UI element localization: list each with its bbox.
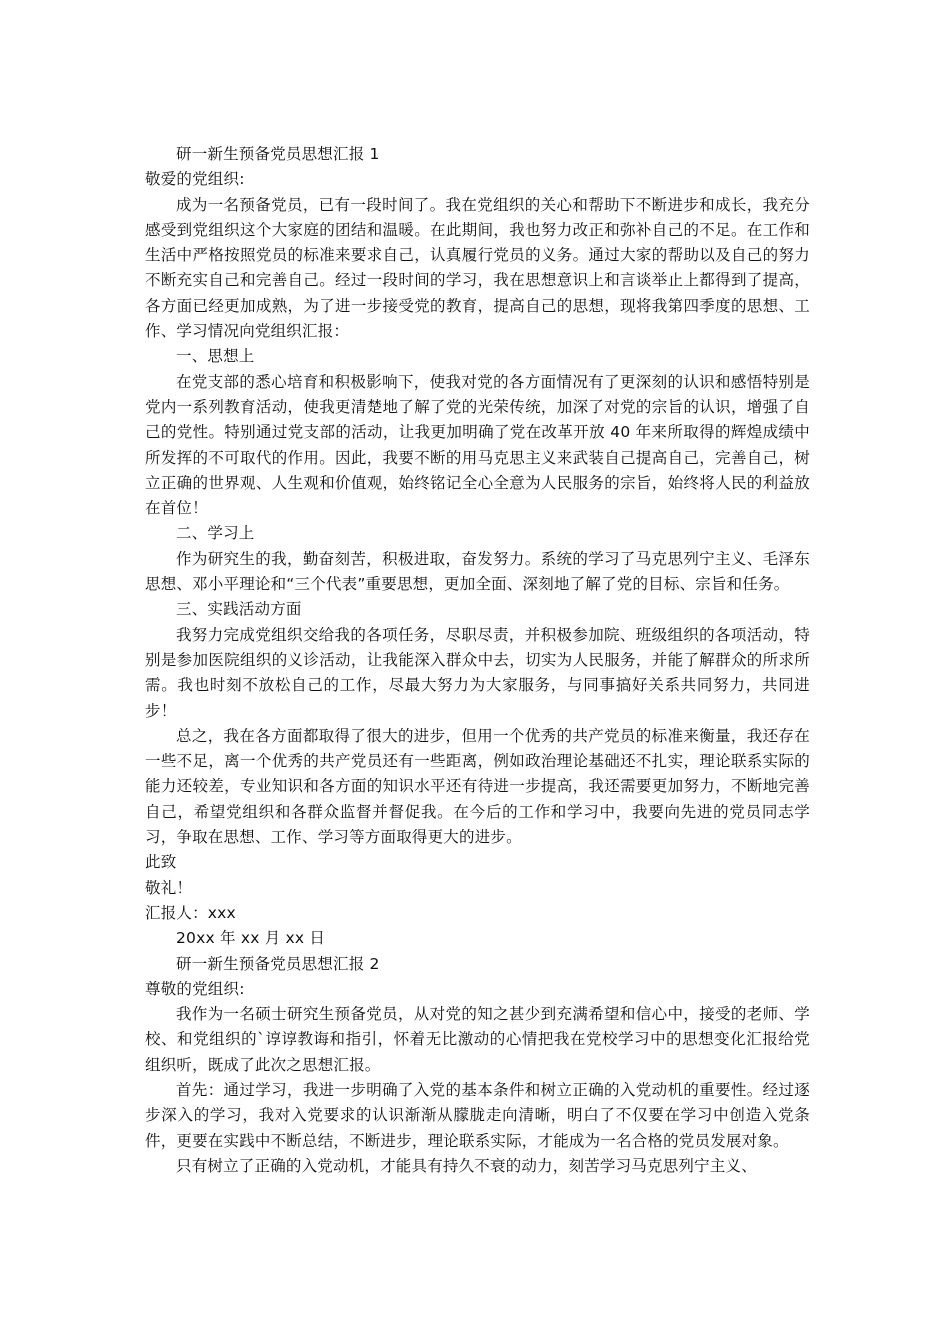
- closing-line-2: 敬礼！: [145, 878, 193, 897]
- report1-intro-paragraph: 成为一名预备党员，已有一段时间了。我在党组织的关心和帮助下不断进步和成长，我充分感受到党组织这个大家庭的团结和温暖。在此期间，我也努力改正和弥补自己的不足。在工作和生活中严格按照党员的标准来要求自己，认真履行党员的义务。通过大家的帮助以及自己的努力不断充实自己和完善自己。经过一段时间的学习，我在思想意识上和言谈举止上都得到了提高，各方面已经更加成熟，为了进一步接受党的教育，提高自己的思想，现将我第四季度的思想、工作、学习情况向党组织汇报：: [145, 195, 810, 341]
- section2-paragraph: 作为研究生的我，勤奋刻苦，积极进取，奋发努力。系统的学习了马克思列宁主义、毛泽东思想、邓小平理论和“三个代表”重要思想，更加全面、深刻地了解了党的目标、宗旨和任务。: [145, 549, 810, 594]
- date-line: 20xx 年 xx 月 xx 日: [176, 929, 326, 948]
- summary-paragraph: 总之，我在各方面都取得了很大的进步，但用一个优秀的共产党员的标准来衡量，我还存在一些不足，离一个优秀的共产党员还有一些距离，例如政治理论基础还不扎实，理论联系实际的能力还较差，专业知识和各方面的知识水平还有待进一步提高，我还需要更加努力，不断地完善自己，希望党组织和各群众监督并督促我。在今后的工作和学习中，我要向先进的党员同志学习，争取在思想、工作、学习等方面取得更大的进步。: [145, 726, 810, 847]
- report2-paragraph-3: 只有树立了正确的入党动机，才能具有持久不衰的动力，刻苦学习马克思列宁主义、: [176, 1156, 757, 1175]
- document-body: [145, 142, 810, 1179]
- report2-paragraph-1: 我作为一名硕士研究生预备党员，从对党的知之甚少到充满希望和信心中，接受的老师、学校、和党组织的`谆谆教诲和指引，怀着无比激动的心情把我在党校学习中的思想变化汇报给党组织听，既成了此次之思想汇报。: [145, 1005, 810, 1074]
- section1-heading: 一、思想上: [176, 347, 255, 366]
- closing-line-1: 此致: [145, 853, 177, 872]
- reporter-line: 汇报人：xxx: [145, 903, 236, 922]
- section2-heading: 二、学习上: [176, 524, 255, 543]
- section1-paragraph: 在党支部的悉心培育和积极影响下，使我对党的各方面情况有了更深刻的认识和感悟特别是党内一系列教育活动，使我更清楚地了解了党的光荣传统，加深了对党的宗旨的认识，增强了自己的党性。特别通过党支部的活动，让我更加明确了党在改革开放 40 年来所取得的辉煌成绩中所发挥的不可取代的作用。因此，我要不断的用马克思主义来武装自己提高自己，完善自己，树立正确的世界观、人生观和价值观，始终铭记全心全意为人民服务的宗旨，始终将人民的利益放在首位！: [145, 372, 810, 518]
- report2-paragraph-2: 首先：通过学习，我进一步明确了入党的基本条件和树立正确的入党动机的重要性。经过逐步深入的学习，我对入党要求的认识渐渐从朦胧走向清晰，明白了不仅要在学习中创造入党条件，更要在实践中不断总结，不断进步，理论联系实际，才能成为一名合格的党员发展对象。: [145, 1080, 810, 1150]
- report1-salutation: 敬爱的党组织:: [145, 170, 245, 189]
- report2-salutation: 尊敬的党组织:: [145, 979, 245, 998]
- report1-title: 研一新生预备党员思想汇报 1: [176, 145, 380, 163]
- section3-heading: 三、实践活动方面: [176, 600, 302, 619]
- report2-title: 研一新生预备党员思想汇报 2: [176, 954, 380, 973]
- section3-paragraph: 我努力完成党组织交给我的各项任务，尽职尽责，并积极参加院、班级组织的各项活动，特别是参加医院组织的义诊活动，让我能深入群众中去，切实为人民服务，并能了解群众的所求所需。我也时刻不放松自己的工作，尽最大努力为大家服务，与同事搞好关系共同努力，共同进步！: [145, 625, 810, 720]
